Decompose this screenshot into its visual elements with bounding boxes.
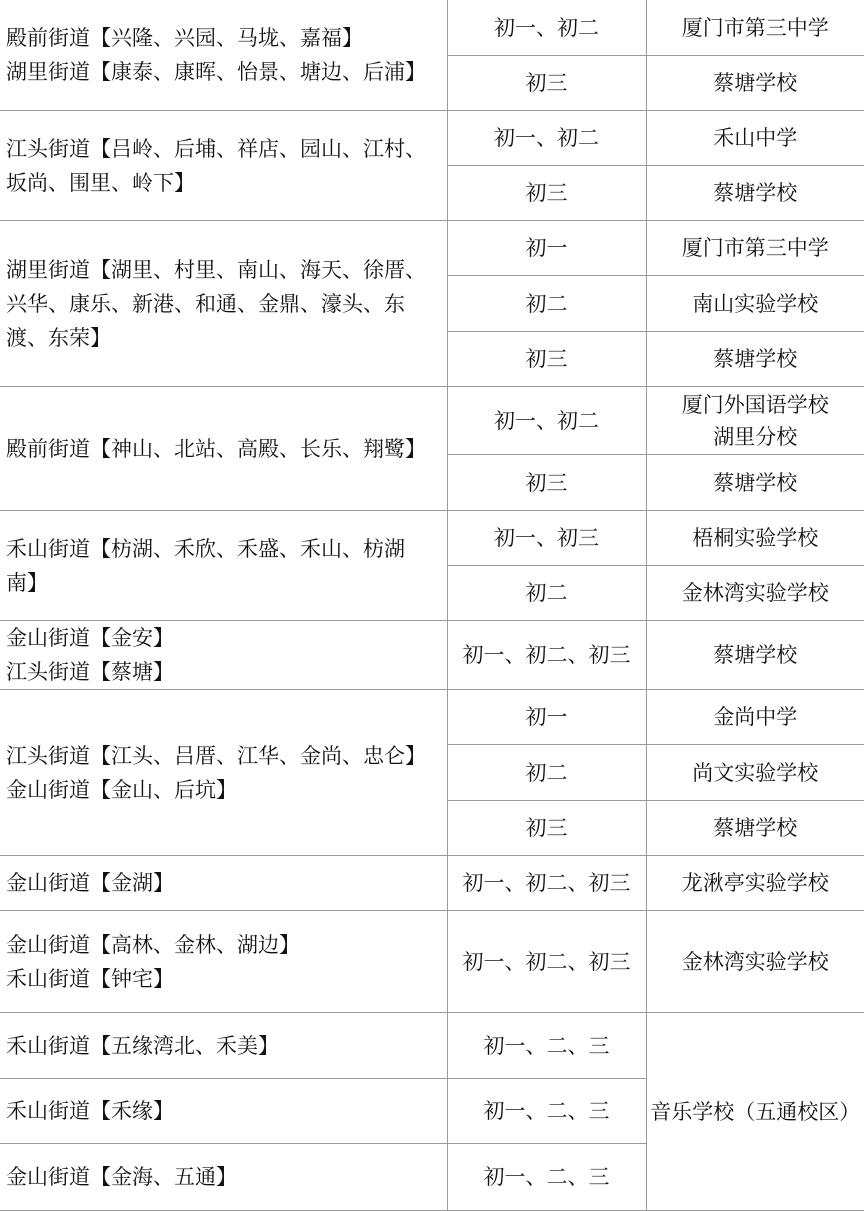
- school-cell-text: 蔡塘学校: [647, 466, 864, 500]
- district-cell-text: 兴华、康乐、新港、和通、金鼎、濠头、东: [6, 287, 441, 321]
- school-cell: [646, 745, 864, 801]
- grade-cell: 初一、初三: [447, 511, 646, 566]
- school-cell: [646, 387, 864, 455]
- school-cell-text: 南山实验学校: [647, 287, 864, 321]
- grade-cell: 初三: [447, 332, 646, 387]
- district-cell: [0, 111, 447, 221]
- grade-cell: 初一: [447, 221, 646, 276]
- district-cell: [0, 387, 447, 511]
- grade-cell: 初二: [447, 276, 646, 332]
- school-cell-text: 金林湾实验学校: [647, 945, 864, 979]
- district-cell-text: 殿前街道【兴隆、兴园、马垅、嘉福】: [6, 21, 441, 55]
- grade-cell: 初三: [447, 455, 646, 511]
- table-row: [0, 111, 864, 166]
- district-cell: [0, 0, 447, 111]
- table-row: [0, 511, 864, 566]
- school-cell-text: 蔡塘学校: [647, 342, 864, 376]
- grade-cell: 初一、初二、初三: [447, 621, 646, 690]
- table-row: [0, 911, 864, 1013]
- table-row: [0, 387, 864, 455]
- grade-cell: 初一、二、三: [447, 1079, 646, 1144]
- district-cell-text: 南】: [6, 566, 441, 600]
- school-cell-text: 禾山中学: [647, 121, 864, 155]
- grade-cell: 初二: [447, 566, 646, 621]
- school-cell-text: 梧桐实验学校: [647, 521, 864, 555]
- school-cell: [646, 166, 864, 221]
- grade-cell: 初一、二、三: [447, 1144, 646, 1211]
- school-cell: 音乐学校（五通校区）: [646, 1013, 864, 1211]
- grade-cell: 初三: [447, 801, 646, 856]
- school-cell-text: 蔡塘学校: [647, 811, 864, 845]
- table-row: [0, 1013, 864, 1079]
- school-cell: [646, 332, 864, 387]
- school-cell-text: 金尚中学: [647, 700, 864, 734]
- table-row: [0, 0, 864, 56]
- school-cell: [646, 911, 864, 1013]
- district-cell: [0, 911, 447, 1013]
- school-cell-text: 厦门市第三中学: [647, 11, 864, 45]
- district-cell-text: 禾山街道【钟宅】: [6, 962, 441, 996]
- grade-cell: 初一、初二、初三: [447, 911, 646, 1013]
- school-cell: [646, 801, 864, 856]
- district-cell: [0, 511, 447, 621]
- district-cell: [0, 856, 447, 911]
- school-cell: [646, 690, 864, 745]
- grade-cell: 初二: [447, 745, 646, 801]
- school-cell: [646, 511, 864, 566]
- school-cell: [646, 856, 864, 911]
- school-cell-text: 厦门外国语学校: [647, 389, 864, 421]
- district-cell: 禾山街道【五缘湾北、禾美】: [0, 1013, 447, 1079]
- district-cell: 金山街道【金海、五通】: [0, 1144, 447, 1211]
- school-cell-text: 金林湾实验学校: [647, 576, 864, 610]
- grade-cell: 初一、初二、初三: [447, 856, 646, 911]
- grade-cell: 初一、初二: [447, 0, 646, 56]
- grade-cell: 初一、二、三: [447, 1013, 646, 1079]
- district-cell-text: 渡、东荣】: [6, 321, 441, 355]
- school-cell: [646, 566, 864, 621]
- school-cell: [646, 276, 864, 332]
- school-cell-text: 尚文实验学校: [647, 756, 864, 790]
- grade-cell: 初一、初二: [447, 111, 646, 166]
- district-cell-text: 金山街道【金湖】: [6, 866, 441, 900]
- school-cell: [646, 111, 864, 166]
- table-row: [0, 621, 864, 690]
- table-row: [0, 690, 864, 745]
- district-cell: [0, 621, 447, 690]
- school-cell-text: 湖里分校: [647, 421, 864, 453]
- district-cell-text: 殿前街道【神山、北站、高殿、长乐、翔鹭】: [6, 432, 441, 466]
- school-cell: [646, 455, 864, 511]
- school-cell-text: 蔡塘学校: [647, 66, 864, 100]
- district-cell-text: 金山街道【高林、金林、湖边】: [6, 928, 441, 962]
- school-cell-text: 厦门市第三中学: [647, 231, 864, 265]
- district-cell-text: 湖里街道【湖里、村里、南山、海天、徐厝、: [6, 253, 441, 287]
- district-cell-text: 金山街道【金安】: [6, 621, 441, 655]
- school-cell-text: 龙湫亭实验学校: [647, 866, 864, 900]
- district-cell: 禾山街道【禾缘】: [0, 1079, 447, 1144]
- school-cell: [646, 221, 864, 276]
- district-cell-text: 江头街道【吕岭、后埔、祥店、园山、江村、: [6, 132, 441, 166]
- table-row: [0, 221, 864, 276]
- district-cell-text: 湖里街道【康泰、康晖、怡景、塘边、后浦】: [6, 55, 441, 89]
- school-cell-text: 蔡塘学校: [647, 638, 864, 672]
- grade-cell: 初一: [447, 690, 646, 745]
- grade-cell: 初三: [447, 166, 646, 221]
- grade-cell: 初一、初二: [447, 387, 646, 455]
- district-cell-text: 坂尚、围里、岭下】: [6, 166, 441, 200]
- school-cell: [646, 621, 864, 690]
- district-cell-text: 禾山街道【枋湖、禾欣、禾盛、禾山、枋湖: [6, 532, 441, 566]
- grade-cell: 初三: [447, 56, 646, 111]
- school-cell: [646, 0, 864, 56]
- table-row: [0, 856, 864, 911]
- district-cell: [0, 221, 447, 387]
- district-cell-text: 江头街道【江头、吕厝、江华、金尚、忠仑】: [6, 739, 441, 773]
- district-cell-text: 金山街道【金山、后坑】: [6, 773, 441, 807]
- district-cell-text: 江头街道【蔡塘】: [6, 655, 441, 689]
- school-cell: [646, 56, 864, 111]
- district-cell: [0, 690, 447, 856]
- school-cell-text: 蔡塘学校: [647, 176, 864, 210]
